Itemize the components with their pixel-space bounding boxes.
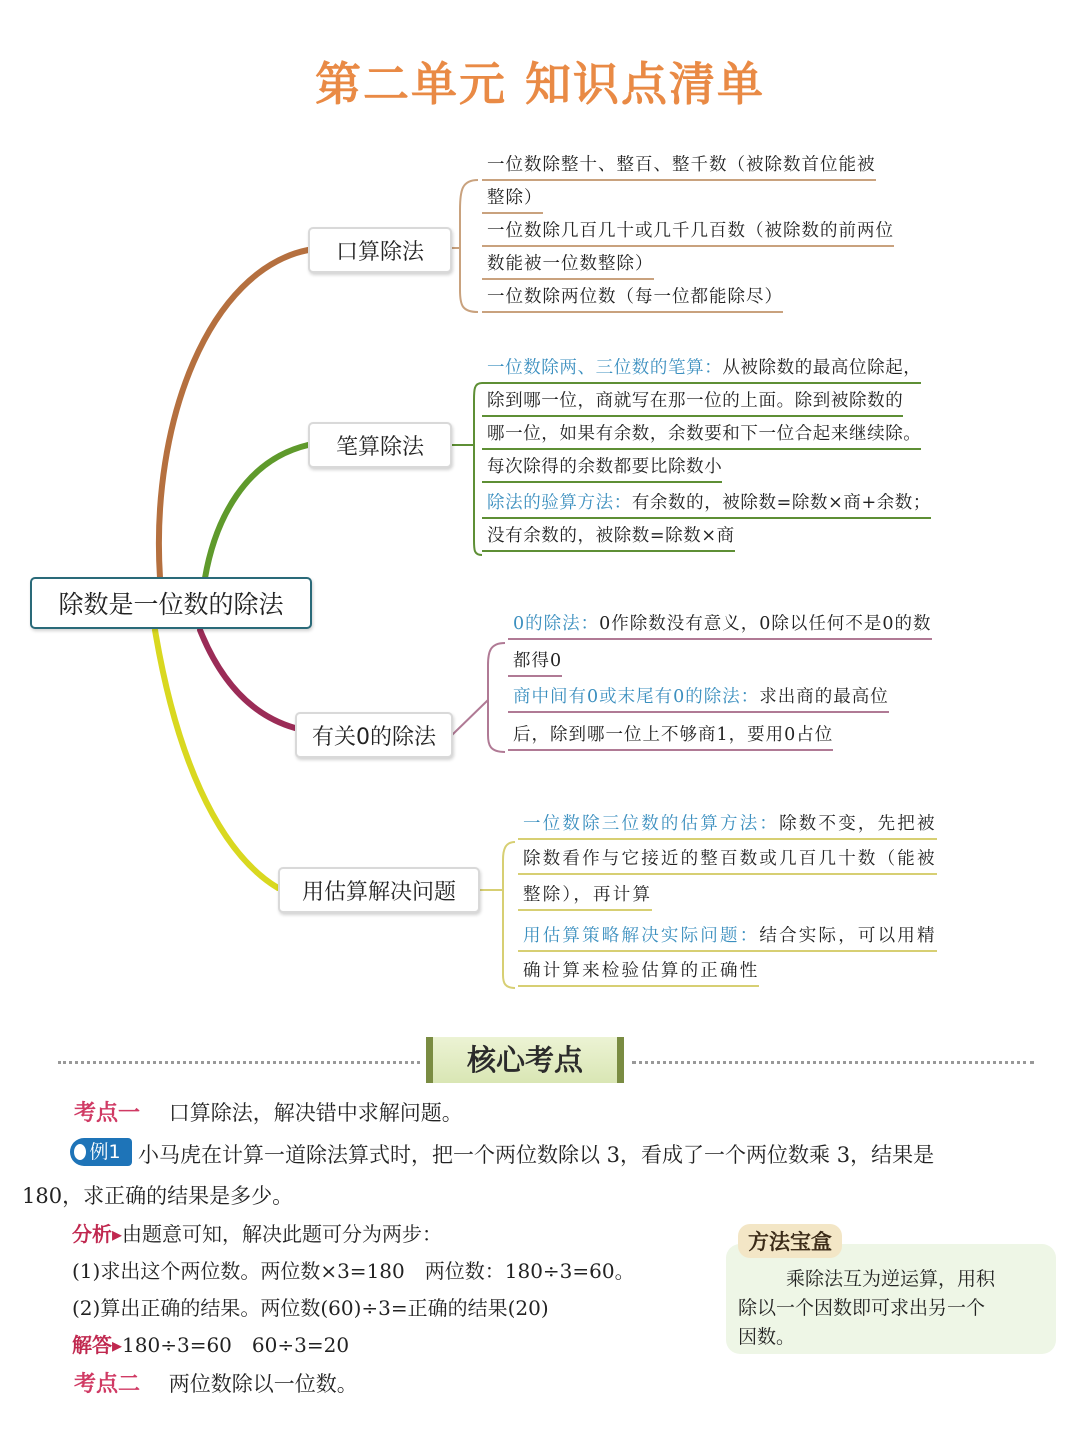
example-line-2: 180，求正确的结果是多少。 <box>22 1184 294 1208</box>
branch-node-3: 有关0的除法 <box>295 712 453 758</box>
detail-text: 哪一位，如果有余数，余数要和下一位合起来继续除。 <box>487 424 922 444</box>
branch-2-line-2 <box>482 390 903 417</box>
bracket-3 <box>488 643 505 752</box>
example-badge: 例1 <box>70 1138 132 1166</box>
detail-text: 后，除到哪一位上不够商1，要用0占位 <box>513 725 834 745</box>
branch-3-line-1 <box>508 613 932 640</box>
divider-left <box>58 1061 420 1064</box>
example-line-1: 小马虎在计算一道除法算式时，把一个两位数除以 3，看成了一个两位数乘 3，结果是 <box>138 1143 935 1167</box>
branch-4-line-1 <box>518 813 937 840</box>
highlight-text: 一位数除三位数的估算方法： <box>523 814 780 834</box>
detail-text: 没有余数的，被除数=除数×商 <box>487 526 735 546</box>
analysis-label: 分析▸ <box>72 1222 123 1246</box>
analysis <box>72 1218 442 1247</box>
detail-text: 除到哪一位，商就写在那一位的上面。除到被除数的 <box>487 391 904 411</box>
branch-4-line-5 <box>518 960 759 987</box>
detail-text: 结合实际，可以用精 <box>759 926 937 946</box>
page-title: 第二单元 知识点清单 <box>314 57 765 111</box>
branch-3-line-2 <box>508 650 562 677</box>
branch-1-line-2 <box>482 187 543 214</box>
detail-text: 有余数的，被除数=除数×商+余数； <box>631 493 932 513</box>
analysis-text: 由题意可知，解决此题可分为两步： <box>122 1222 443 1246</box>
branch-3-line-3 <box>508 686 889 713</box>
divider-right <box>632 1061 1034 1064</box>
branch-1-line-1 <box>482 154 876 181</box>
branch-3-line-4 <box>508 724 833 751</box>
branch-node-2: 笔算除法 <box>308 422 452 468</box>
detail-text: 确计算来检验估算的正确性 <box>523 961 760 981</box>
keypoint-2-text: 两位数除以一位数。 <box>168 1372 358 1396</box>
detail-text: 一位数除两位数（每一位都能除尽） <box>487 287 783 307</box>
detail-text: 求出商的最高位 <box>759 687 889 707</box>
branch-4-line-4 <box>518 925 937 952</box>
method-box-title: 方法宝盒 <box>738 1224 842 1258</box>
branch-curve-2 <box>205 445 308 578</box>
analysis-step-1: (1)求出这个两位数。两位数×3=180 两位数：180÷3=60。 <box>72 1259 635 1283</box>
method-line-3: 因数。 <box>738 1326 796 1348</box>
keypoint-2 <box>74 1367 358 1398</box>
branch-1-line-3 <box>482 220 894 247</box>
highlight-text: 除法的验算方法： <box>487 493 632 513</box>
bracket-1 <box>460 180 478 312</box>
highlight-text: 商中间有0或末尾有0的除法： <box>513 687 760 707</box>
central-node: 除数是一位数的除法 <box>30 577 312 629</box>
branch-node-4: 用估算解决问题 <box>278 867 480 913</box>
branch-curve-1 <box>159 250 308 578</box>
branch-node-1: 口算除法 <box>308 227 452 273</box>
branch-2-line-5 <box>482 492 931 519</box>
answer-label: 解答▸ <box>72 1333 123 1357</box>
analysis-step-2: (2)算出正确的结果。两位数(60)÷3=正确的结果(20) <box>72 1296 549 1320</box>
detail-text: 每次除得的余数都要比除数小 <box>487 457 723 477</box>
detail-text: 0作除数没有意义，0除以任何不是0的数 <box>599 614 932 634</box>
keypoint-1 <box>74 1096 463 1127</box>
method-line-1: 乘除法互为逆运算，用积 <box>786 1268 996 1290</box>
detail-text: 除数不变，先把被 <box>779 814 937 834</box>
branch-4-line-2 <box>518 848 937 875</box>
keypoint-2-label: 考点二 <box>74 1372 141 1397</box>
branch-2-line-1 <box>482 357 921 384</box>
detail-text: 数能被一位数整除） <box>487 254 654 274</box>
bracket-2 <box>474 383 482 555</box>
highlight-text: 一位数除两、三位数的笔算： <box>487 358 723 378</box>
method-line-2: 除以一个因数即可求出另一个 <box>738 1297 986 1319</box>
detail-text: 一位数除几百几十或几千几百数（被除数的前两位 <box>487 221 894 241</box>
detail-text: 除数看作与它接近的整百数或几百几十数（能被 <box>523 849 937 869</box>
detail-text: 都得0 <box>513 651 563 671</box>
branch-curve-3 <box>200 630 295 728</box>
branch-1-line-5 <box>482 286 783 313</box>
branch-2-line-6 <box>482 525 735 552</box>
highlight-text: 用估算策略解决实际问题： <box>523 926 760 946</box>
keypoint-1-label: 考点一 <box>74 1101 141 1126</box>
answer <box>72 1329 349 1358</box>
branch-1-line-4 <box>482 253 654 280</box>
detail-text: 一位数除整十、整百、整千数（被除数首位能被 <box>487 155 876 175</box>
answer-text: 180÷3=60 60÷3=20 <box>122 1333 350 1357</box>
detail-text: 整除），再计算 <box>523 885 653 905</box>
bracket-4 <box>503 842 515 988</box>
branch-2-line-3 <box>482 423 921 450</box>
branch-4-line-3 <box>518 884 652 911</box>
highlight-text: 0的除法： <box>513 614 600 634</box>
core-heading: 核心考点 <box>426 1037 624 1083</box>
detail-text: 整除） <box>487 188 543 208</box>
keypoint-1-text: 口算除法，解决错中求解问题。 <box>168 1101 463 1125</box>
branch-2-line-4 <box>482 456 722 483</box>
detail-text: 从被除数的最高位除起， <box>722 358 922 378</box>
